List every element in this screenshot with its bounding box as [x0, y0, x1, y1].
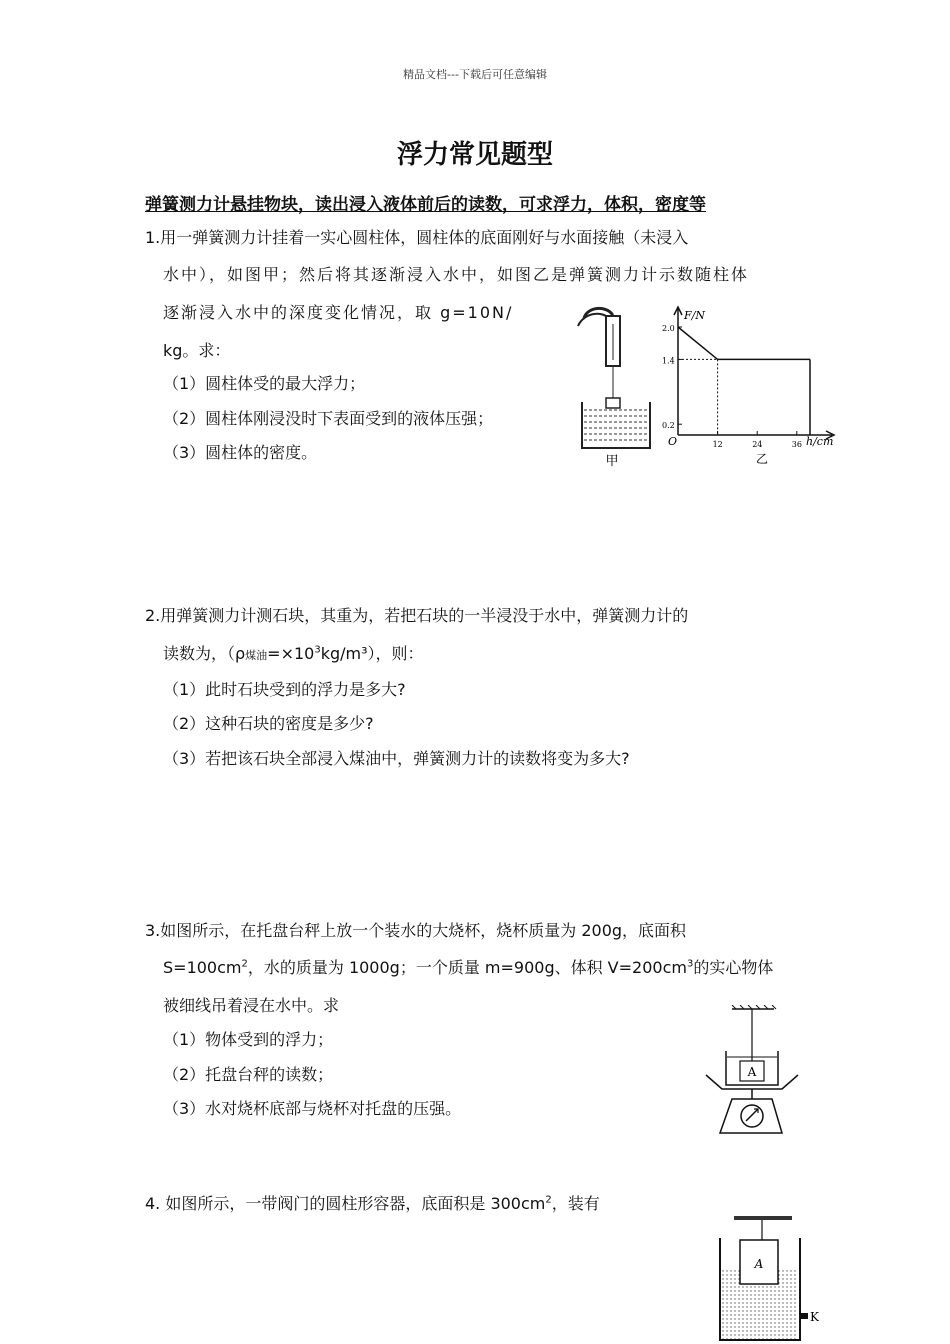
q3-line-2-a: S=100cm [163, 958, 242, 977]
y-tick-label: 1.4 [662, 356, 675, 366]
q1-line-3: 逐渐浸入水中的深度变化情况，取 g=10N/ [163, 303, 514, 322]
q4-line-1-b: ，装有 [551, 1194, 600, 1213]
q3-superscript-1: 2 [241, 958, 248, 970]
q1-line-4: kg。求： [163, 341, 231, 360]
section-heading: 弹簧测力计悬挂物块，读出浸入液体前后的读数，可求浮力，体积，密度等 [145, 195, 706, 215]
q1-chart-yi [660, 303, 838, 468]
q1-sub-2: （2）圆柱体刚浸没时下表面受到的液体压强； [163, 409, 494, 428]
q3-superscript-2: 3 [686, 958, 694, 970]
q4-superscript: 2 [545, 1194, 552, 1206]
q2-sub-3: （3）若把该石块全部浸入煤油中，弹簧测力计的读数将变为多大? [163, 749, 630, 768]
q2-line-2-b: =×10 [267, 644, 315, 663]
q3-line-1: 3.如图所示，在托盘台秤上放一个装水的大烧杯，烧杯质量为 200g，底面积 [145, 921, 687, 940]
x-axis-label: h/cm [806, 435, 834, 448]
q1-sub-3: （3）圆柱体的密度。 [163, 443, 318, 462]
origin-label: O [668, 435, 678, 448]
q1-sub-1: （1）圆柱体受的最大浮力； [163, 374, 366, 393]
figure-label-jia: 甲 [605, 454, 619, 469]
q2-subscript: 煤油 [245, 649, 268, 662]
q3-line-3: 被细线吊着浸在水中。求 [163, 996, 340, 1015]
q3-sub-1: （1）物体受到的浮力； [163, 1030, 334, 1049]
q4-line-1-a: 4. 如图所示，一带阀门的圆柱形容器，底面积是 300cm [145, 1194, 546, 1213]
q3-figure-scale [700, 1005, 810, 1140]
q3-figure-label-a: A [747, 1065, 757, 1079]
q3-line-2 [163, 958, 773, 978]
y-tick-label: 2.0 [662, 324, 675, 333]
q4-line-1 [145, 1194, 600, 1214]
q1-figure-jia [570, 300, 668, 470]
y-axis-label: F/N [684, 309, 705, 322]
q1-line-2: 水中），如图甲；然后将其逐渐浸入水中，如图乙是弹簧测力计示数随柱体 [163, 265, 750, 284]
figure-label-yi: 乙 [756, 452, 769, 466]
x-tick-label: 36 [791, 440, 802, 449]
q4-figure-container [710, 1210, 820, 1342]
q2-superscript: 3 [314, 644, 321, 656]
q3-line-2-b: ，水的质量为 1000g；一个质量 m=900g、体积 V=200cm [247, 958, 687, 977]
q2-sub-2: （2）这种石块的密度是多少? [163, 714, 374, 733]
q3-sub-2: （2）托盘台秤的读数； [163, 1065, 334, 1084]
q4-figure-label-a: A [754, 1257, 764, 1271]
q2-line-2-c: kg/m³），则： [320, 644, 424, 663]
q2-line-1: 2.用弹簧测力计测石块，其重为，若把石块的一半浸没于水中，弹簧测力计的 [145, 606, 689, 625]
q4-figure-label-k: K [810, 1310, 819, 1324]
page-title: 浮力常见题型 [396, 140, 553, 170]
x-tick-label: 12 [712, 440, 723, 449]
q1-line-1: 1.用一弹簧测力计挂着一实心圆柱体，圆柱体的底面刚好与水面接触（未浸入 [145, 228, 689, 247]
q2-sub-1: （1）此时石块受到的浮力是多大? [163, 680, 406, 699]
page-header: 精品文档---下载后可任意编辑 [403, 68, 547, 81]
q3-sub-3: （3）水对烧杯底部与烧杯对托盘的压强。 [163, 1099, 462, 1118]
q2-line-2-a: 读数为，（ρ [163, 644, 246, 663]
q3-line-2-c: 的实心物体 [693, 958, 774, 977]
y-tick-label: 0.2 [662, 421, 675, 431]
q2-line-2 [163, 644, 424, 666]
series-line [678, 327, 810, 359]
x-tick-label: 24 [752, 440, 763, 449]
